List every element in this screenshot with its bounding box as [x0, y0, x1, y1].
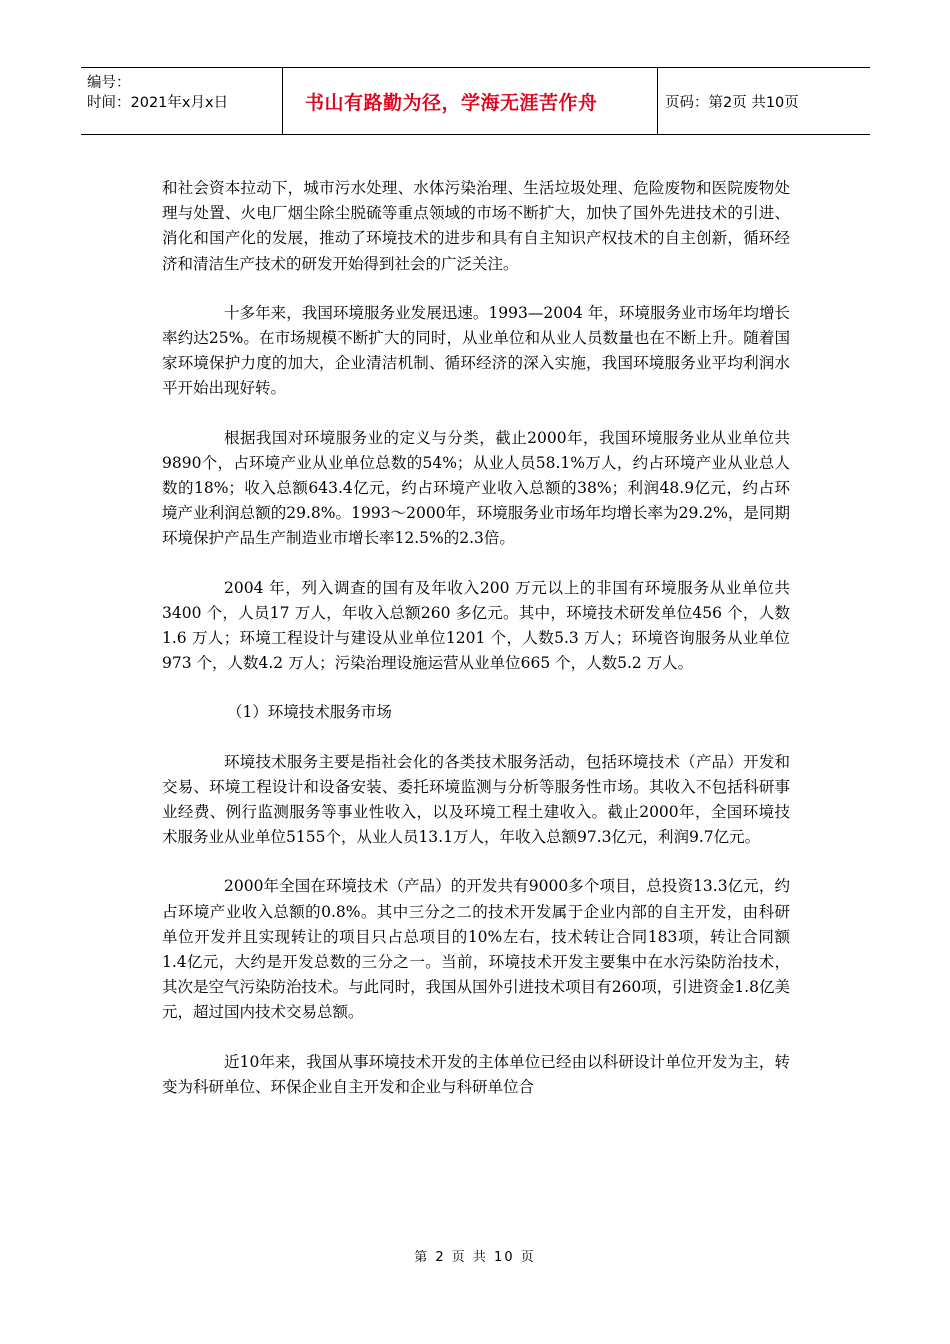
motto-text: 书山有路勤为径，学海无涯苦作舟 [305, 91, 598, 114]
paragraph-1: 和社会资本拉动下，城市污水处理、水体污染治理、生活垃圾处理、危险废物和医院废物处理与处置、火电厂烟尘除尘脱硫等重点领域的市场不断扩大，加快了国外先进技术的引进、消化和国产化的发展，推动了环境技术的进步和具有自主知识产权技术的自主创新，循环经济和清洁生产技术的研发开始得到社会的广泛关注。 [162, 179, 790, 273]
date-label: 时间：2021年x月x日 [87, 95, 229, 111]
paragraph-2: 十多年来，我国环境服务业发展迅速。1993—2004 年，环境服务业市场年均增长率约达25%。在市场规模不断扩大的同时，从业单位和从业人员数量也在不断上升。随着国家环境保护力度的加大，企业清洁机制、循环经济的深入实施，我国环境服务业平均利润水平开始出现好转。 [162, 303, 790, 398]
header-page-cell [658, 68, 870, 134]
document-body [162, 176, 790, 1124]
section-heading: （1）环境技术服务市场 [227, 703, 392, 722]
footer-page-number: 第 2 页 共 10 页 [414, 1250, 536, 1265]
header-page-info: 页码：第2页 共10页 [665, 94, 799, 111]
page-footer [0, 1246, 950, 1265]
header-meta-cell [81, 68, 283, 134]
paragraph-6: 2000年全国在环境技术（产品）的开发共有9000多个项目，总投资13.3亿元，约占环境产业收入总额的0.8%。其中三分之二的技术开发属于企业内部的自主开发，由科研单位开发并且实现转让的项目只占总项目的10%左右，技术转让合同183项，转让合同额1.4亿元，大约是开发总数的三分之一。当前，环境技术开发主要集中在水污染防治技术，其次是空气污染防治技术。与此同时，我国从国外引进技术项目有260项，引进资金1.8亿美元，超过国内技术交易总额。 [162, 877, 790, 1022]
paragraph-4: 2004 年，列入调查的国有及年收入200 万元以上的非国有环境服务从业单位共3400 个，人员17 万人，年收入总额260 多亿元。其中，环境技术研发单位456 个，人数1.6 万人；环境工程设计与建设从业单位1201 个，人数5.3 万人；环境咨询服务从业单位973 个，人数4.2 万人；污染治理设施运营从业单位665 个，人数5.2 万人。 [162, 578, 790, 673]
paragraph-5: 环境技术服务主要是指社会化的各类技术服务活动，包括环境技术（产品）开发和交易、环境工程设计和设备安装、委托环境监测与分析等服务性市场。其收入不包括科研事业经费、例行监测服务等事业性收入，以及环境工程土建收入。截止2000年，全国环境技术服务业从业单位5155个，从业人员13.1万人，年收入总额97.3亿元，利润9.7亿元。 [162, 752, 790, 847]
serial-number-label: 编号： [87, 75, 131, 91]
paragraph-3: 根据我国对环境服务业的定义与分类，截止2000年，我国环境服务业从业单位共9890个，占环境产业从业单位总数的54%；从业人员58.1%万人，约占环境产业从业总人数的18%；收入总额643.4亿元，约占环境产业收入总额的38%；利润48.9亿元，约占环境产业利润总额的29.8%。1993～2000年，环境服务业市场年均增长率为29.2%，是同期环境保护产品生产制造业市增长率12.5%的2.3倍。 [162, 428, 790, 548]
paragraph-7: 近10年来，我国从事环境技术开发的主体单位已经由以科研设计单位开发为主，转变为科研单位、环保企业自主开发和企业与科研单位合 [162, 1052, 790, 1096]
header-motto-cell [283, 68, 658, 134]
page-header [81, 67, 870, 135]
